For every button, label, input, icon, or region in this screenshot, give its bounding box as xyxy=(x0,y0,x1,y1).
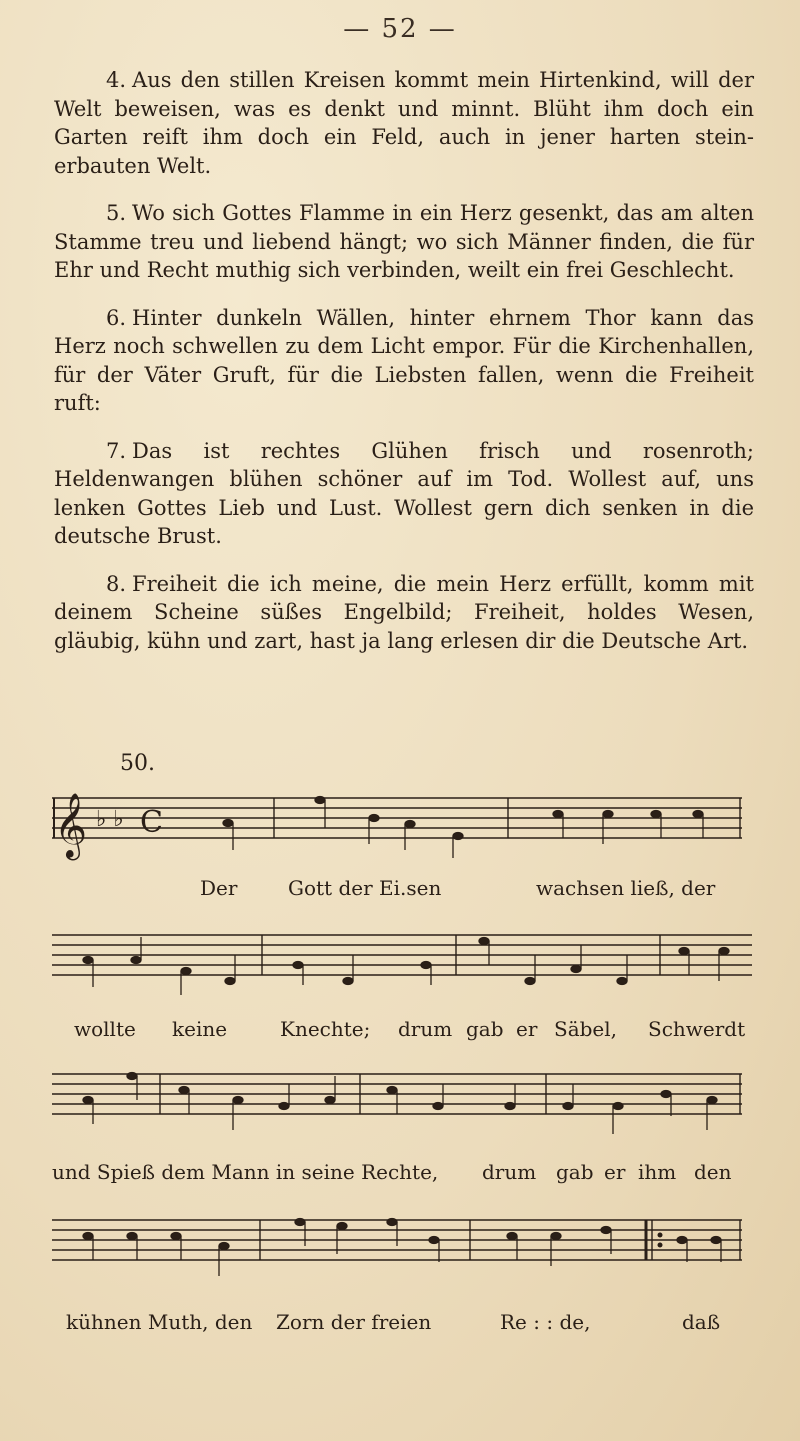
key-signature-flats: ♭ ♭ xyxy=(96,807,124,832)
verse-4: 4. Aus den stillen Kreisen kommt mein Hirtenkind, will der Welt beweisen, was es denkt und minnt. Blüht ihm doch ein Garten reift ihm doch ein Feld, auch in jener harten stein-erbauten Welt. xyxy=(54,68,754,178)
staff-3 xyxy=(52,1064,752,1144)
music-system-4 xyxy=(52,1210,752,1334)
lyrics-4: kühnen Muth, den Zorn der freien Re : : de, daß xyxy=(66,1310,721,1334)
verse-7: 7. Das ist rechtes Glühen frisch und rosenroth; Heldenwangen blühen schöner auf im Tod. Wollest auf, uns lenken Gottes Lieb und Lust. Wollest gern dich senken in die deutsche Brust. xyxy=(54,438,754,548)
lyrics-1: Der Gott der Ei.sen wachsen ließ, der xyxy=(200,876,716,900)
staff-4 xyxy=(52,1210,752,1290)
verse-6: 6. Hinter dunkeln Wällen, hinter ehrnem Thor kann das Herz noch schwellen zu dem Licht empor. Für die Kirchenhallen, für der Väter Gruft, für die Liebsten fallen, wenn die Freiheit ruft: xyxy=(54,305,754,415)
notes-3 xyxy=(83,1073,717,1135)
music-system-2 xyxy=(52,925,752,1041)
notes-4 xyxy=(83,1219,721,1277)
page-number: — 52 — xyxy=(343,14,457,44)
notes-2 xyxy=(83,937,729,995)
verse-5: 5. Wo sich Gottes Flamme in ein Herz gesenkt, das am alten Stamme treu und liebend hängt; wo sich Männer finden, die für Ehr und Recht muthig sich verbinden, weilt ein frei Geschlecht. xyxy=(54,201,754,282)
lyrics-2: wollte keine Knechte; drum gab er Säbel, Schwerdt xyxy=(74,1017,746,1041)
lyrics-3: und Spieß dem Mann in seine Rechte, drum gab er ihm den xyxy=(52,1160,732,1184)
music-system-3 xyxy=(52,1064,752,1184)
staff-2 xyxy=(52,925,752,1005)
time-signature: C xyxy=(140,805,163,840)
song-number: 50. xyxy=(120,751,155,776)
verses xyxy=(54,66,754,674)
music-system-1 xyxy=(52,788,752,900)
notes-1 xyxy=(223,797,703,859)
verse-8: 8. Freiheit die ich meine, die mein Herz erfüllt, komm mit deinem Scheine süßes Engelbild; Freiheit, holdes Wesen, gläubig, kühn und zart, hast ja lang erlesen dir die Deutsche Art. xyxy=(54,571,754,653)
treble-clef-icon: 𝄞 xyxy=(54,793,88,858)
staff-1 xyxy=(52,788,752,868)
